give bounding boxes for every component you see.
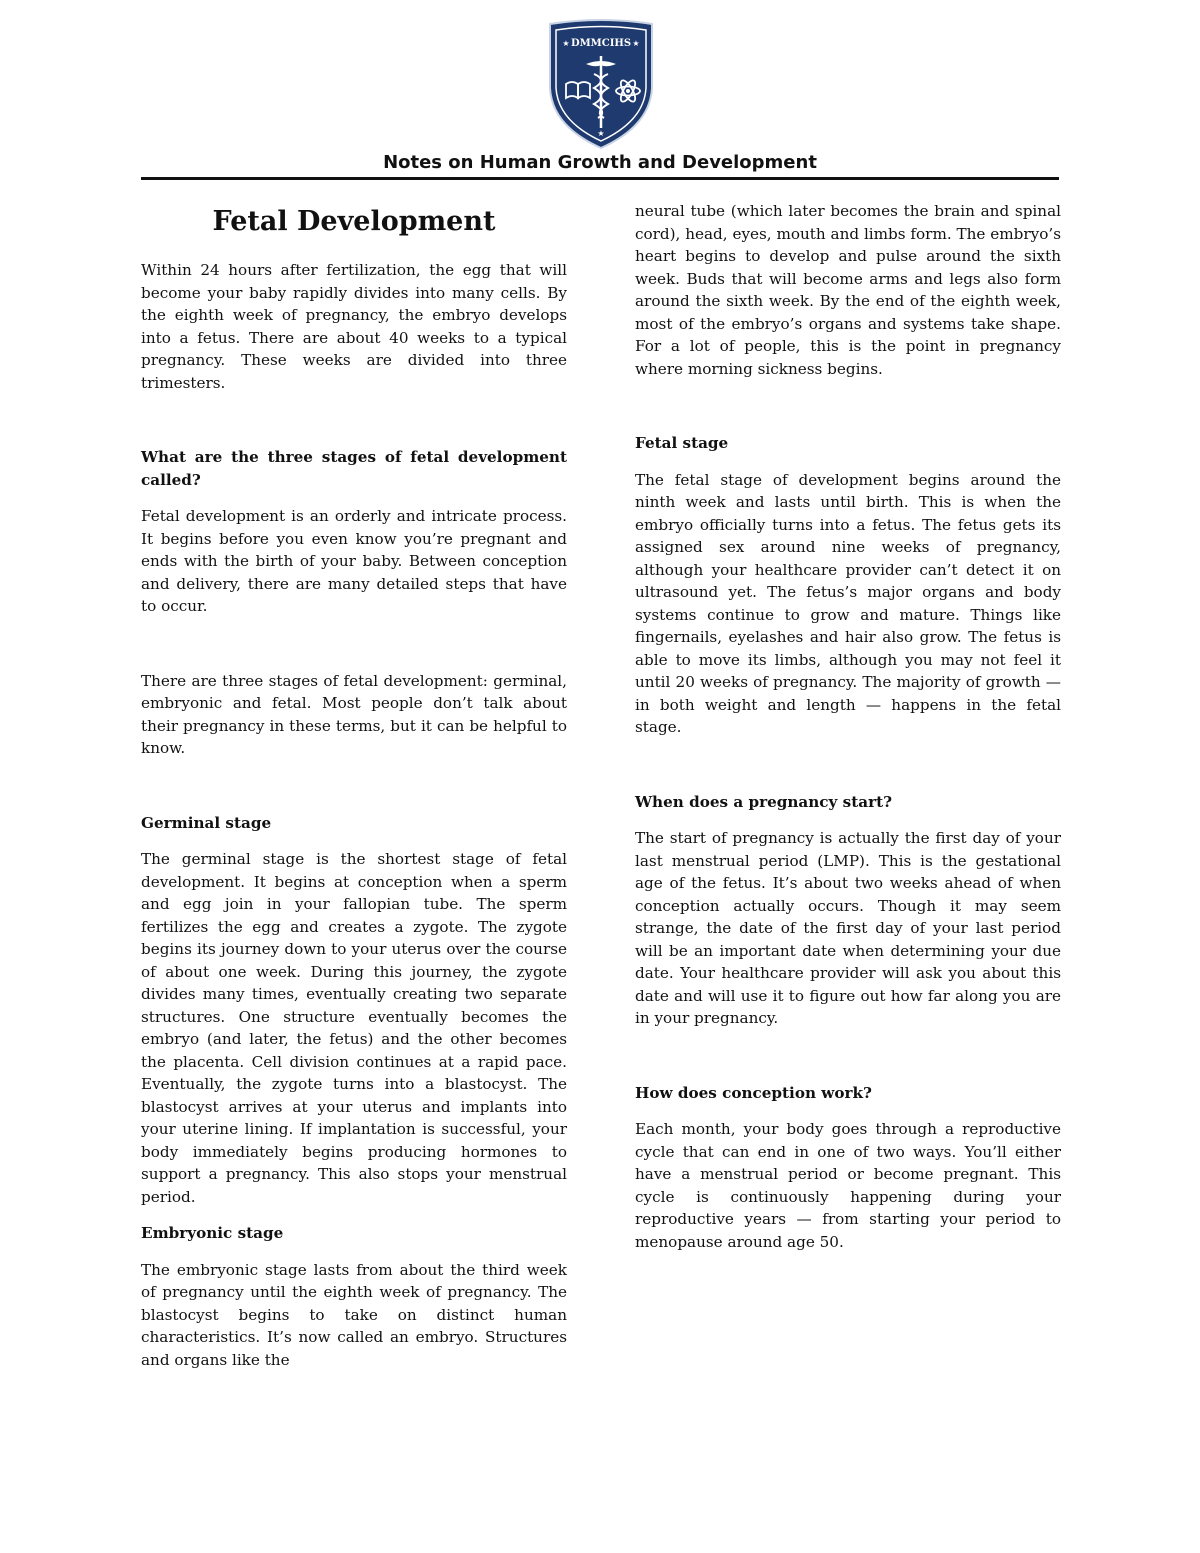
svg-text:★: ★	[597, 129, 605, 138]
stages-paragraph-1: Fetal development is an orderly and intricate process. It begins before you even know you’re pregnant and ends with the birth of your baby. Between conception and delivery, there are many detailed steps that have to occur.	[141, 507, 567, 615]
germinal-stage-heading: Germinal stage	[141, 813, 272, 832]
embryonic-stage-paragraph-part1: The embryonic stage lasts from about the third week of pregnancy until the eighth week of pregnancy. The blastocyst begins to take on distinct human characteristics. It’s now called an embryo. Structures and organs like the	[141, 1260, 567, 1369]
caduceus-shield-logo	[546, 18, 656, 150]
right-column	[635, 200, 1061, 1253]
fetal-stage-heading: Fetal stage	[635, 434, 729, 452]
document-title: Fetal Development	[212, 206, 496, 237]
stages-question-heading: What are the three stages of fetal development called?	[141, 448, 567, 489]
svg-text:★: ★	[562, 39, 570, 48]
embryonic-stage-heading: Embryonic stage	[141, 1224, 284, 1242]
pregnancy-start-paragraph: The start of pregnancy is actually the first day of your last menstrual period (LMP). This is the gestational age of the fetus. It’s about two weeks ahead of when conception actually occurs. Though it may seem strange, the date of the first day of your last period will be an important date when determining your due date. Your healthcare provider will ask you about this date and will use it to figure out how far along you are in your pregnancy.	[635, 829, 1061, 1027]
header-rule	[141, 177, 1059, 180]
svg-text:★: ★	[632, 39, 640, 48]
left-column	[141, 200, 567, 1371]
conception-paragraph: Each month, your body goes through a reproductive cycle that can end in one of two ways. You’ll either have a menstrual period or become pregnant. This cycle is continuously happening during your reproductive years — from starting your period to menopause around age 50.	[635, 1120, 1061, 1251]
stages-paragraph-2: There are three stages of fetal development: germinal, embryonic and fetal. Most people don’t talk about their pregnancy in these terms, but it can be helpful to know.	[141, 671, 567, 757]
pregnancy-start-heading: When does a pregnancy start?	[635, 792, 892, 811]
fetal-stage-paragraph: The fetal stage of development begins around the ninth week and lasts until birth. This is when the embryo officially turns into a fetus. The fetus gets its assigned sex around nine weeks of pregnancy, although your healthcare provider can’t detect it on ultrasound yet. The fetus’s major organs and body systems continue to grow and mature. Things like fingernails, eyelashes and hair also grow. The fetus is able to move its limbs, although you may not feel it until 20 weeks of pregnancy. The majority of growth — in both weight and length — happens in the fetal stage.	[635, 470, 1061, 736]
germinal-stage-paragraph: The germinal stage is the shortest stage of fetal development. It begins at conception when a sperm and egg join in your fallopian tube. The sperm fertilizes the egg and creates a zygote. The zygote begins its journey down to your uterus over the course of about one week. During this journey, the zygote divides many times, eventually creating two separate structures. One structure eventually becomes the embryo (and later, the fetus) and the other becomes the placenta. Cell division continues at a rapid pace. Eventually, the zygote turns into a blastocyst. The blastocyst arrives at your uterus and implants into your uterine lining. If implantation is successful, your body immediately begins producing hormones to support a pregnancy. This also stops your menstrual period.	[141, 850, 567, 1206]
header-title: Notes on Human Growth and Development	[383, 152, 817, 173]
logo-text: DMMCIHS	[570, 38, 632, 49]
intro-paragraph: Within 24 hours after fertilization, the egg that will become your baby rapidly divides into many cells. By the eighth week of pregnancy, the embryo develops into a fetus. There are about 40 weeks to a typical pregnancy. These weeks are divided into three trimesters.	[141, 261, 567, 392]
conception-heading: How does conception work?	[635, 1083, 872, 1102]
embryonic-stage-paragraph-part2: neural tube (which later becomes the brain and spinal cord), head, eyes, mouth and limbs form. The embryo’s heart begins to develop and pulse around the sixth week. Buds that will become arms and legs also form around the sixth week. By the end of the eighth week, most of the embryo’s organs and systems take shape. For a lot of people, this is the point in pregnancy where morning sickness begins.	[635, 202, 1061, 378]
